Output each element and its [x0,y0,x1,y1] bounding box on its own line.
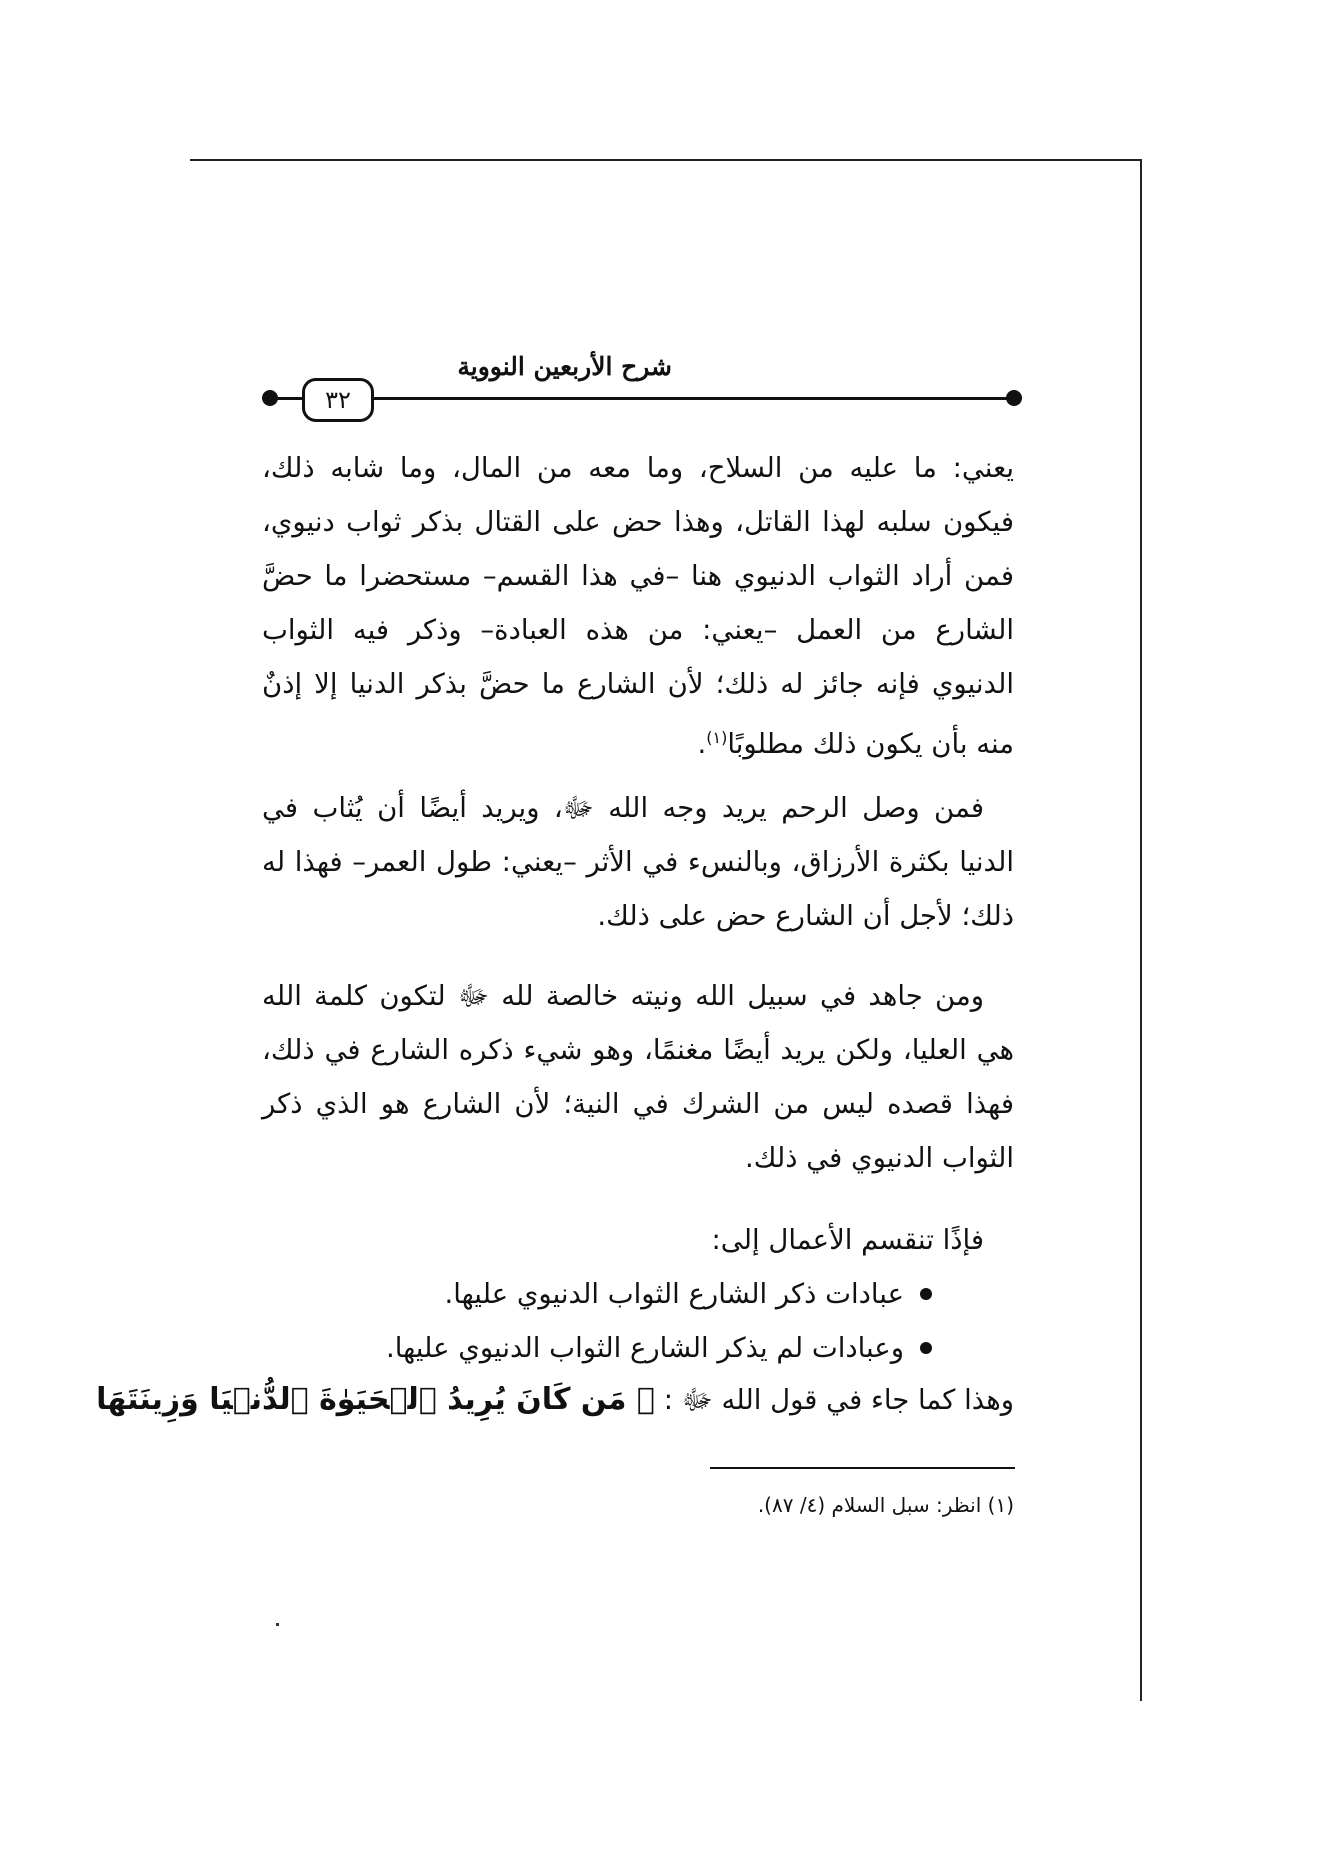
bullet-list [262,1267,1014,1375]
paragraph-1-text: يعني: ما عليه من السلاح، وما معه من المال، وما شابه ذلك، فيكون سلبه لهذا القاتل، وهذا حض على القتال بذكر ثواب دنيوي، فمن أراد الثواب الدنيوي هنا –في هذا القسم– مستحضرا ما حضَّ الشارع من العمل –يعني: من هذه العبادة– وذكر فيه الثواب الدنيوي فإنه جائز له ذلك؛ لأن الشارع ما حضَّ بذكر الدنيا إلا إذنٌ منه بأن يكون ذلك مطلوبًا [262,452,1014,761]
header-ornament-left [262,390,278,406]
header-rule [272,397,1012,400]
header-ornament-right [1006,390,1022,406]
bullet-icon [920,1288,932,1300]
footnote: (١) انظر: سبل السلام (٤/ ٨٧). [757,1493,1014,1517]
list-item [262,1321,1014,1375]
scan-speck [276,1623,279,1626]
quran-verse: ﴿ مَن كَانَ يُرِيدُ ٱلۡحَيَوٰةَ ٱلدُّنۡيَا وَزِينَتَهَا [96,1382,655,1417]
paragraph-2: فمن وصل الرحم يريد وجه الله ﷻ، ويريد أيضًا أن يُثاب في الدنيا بكثرة الأرزاق، وبالنسء في الأثر –يعني: طول العمر– فهذا له ذلك؛ لأجل أن الشارع حض على ذلك. [262,792,1014,932]
footnote-ref[interactable]: (١) [706,728,728,747]
book-title: شرح الأربعين النووية [457,352,672,381]
list-item [262,1267,1014,1321]
page-header [262,352,1022,432]
scan-border-top [190,159,1142,161]
paragraph-3: ومن جاهد في سبيل الله ونيته خالصة لله ﷻ لتكون كلمة الله هي العليا، ولكن يريد أيضًا مغنمًا، وهو شيء ذكره الشارع في ذلك، فهذا قصده ليس من الشرك في النية؛ لأن الشارع هو الذي ذكر الثواب الدنيوي في ذلك. [262,980,1014,1174]
quote-intro: وهذا كما جاء في قول الله ﷻ : [663,1384,1014,1416]
quran-quote-line [96,1373,1014,1427]
bullet-icon [920,1342,932,1354]
list-item-text: وعبادات لم يذكر الشارع الثواب الدنيوي عليها. [385,1332,904,1364]
scan-border-right [1140,159,1142,1701]
list-item-text: عبادات ذكر الشارع الثواب الدنيوي عليها. [444,1278,904,1310]
page-number: ٣٢ [302,378,374,422]
footnote-separator [710,1467,1015,1469]
paragraph-4: فإذًا تنقسم الأعمال إلى: [711,1224,984,1256]
paragraph-1 [262,441,1014,771]
paragraph-1-end: . [697,728,707,761]
